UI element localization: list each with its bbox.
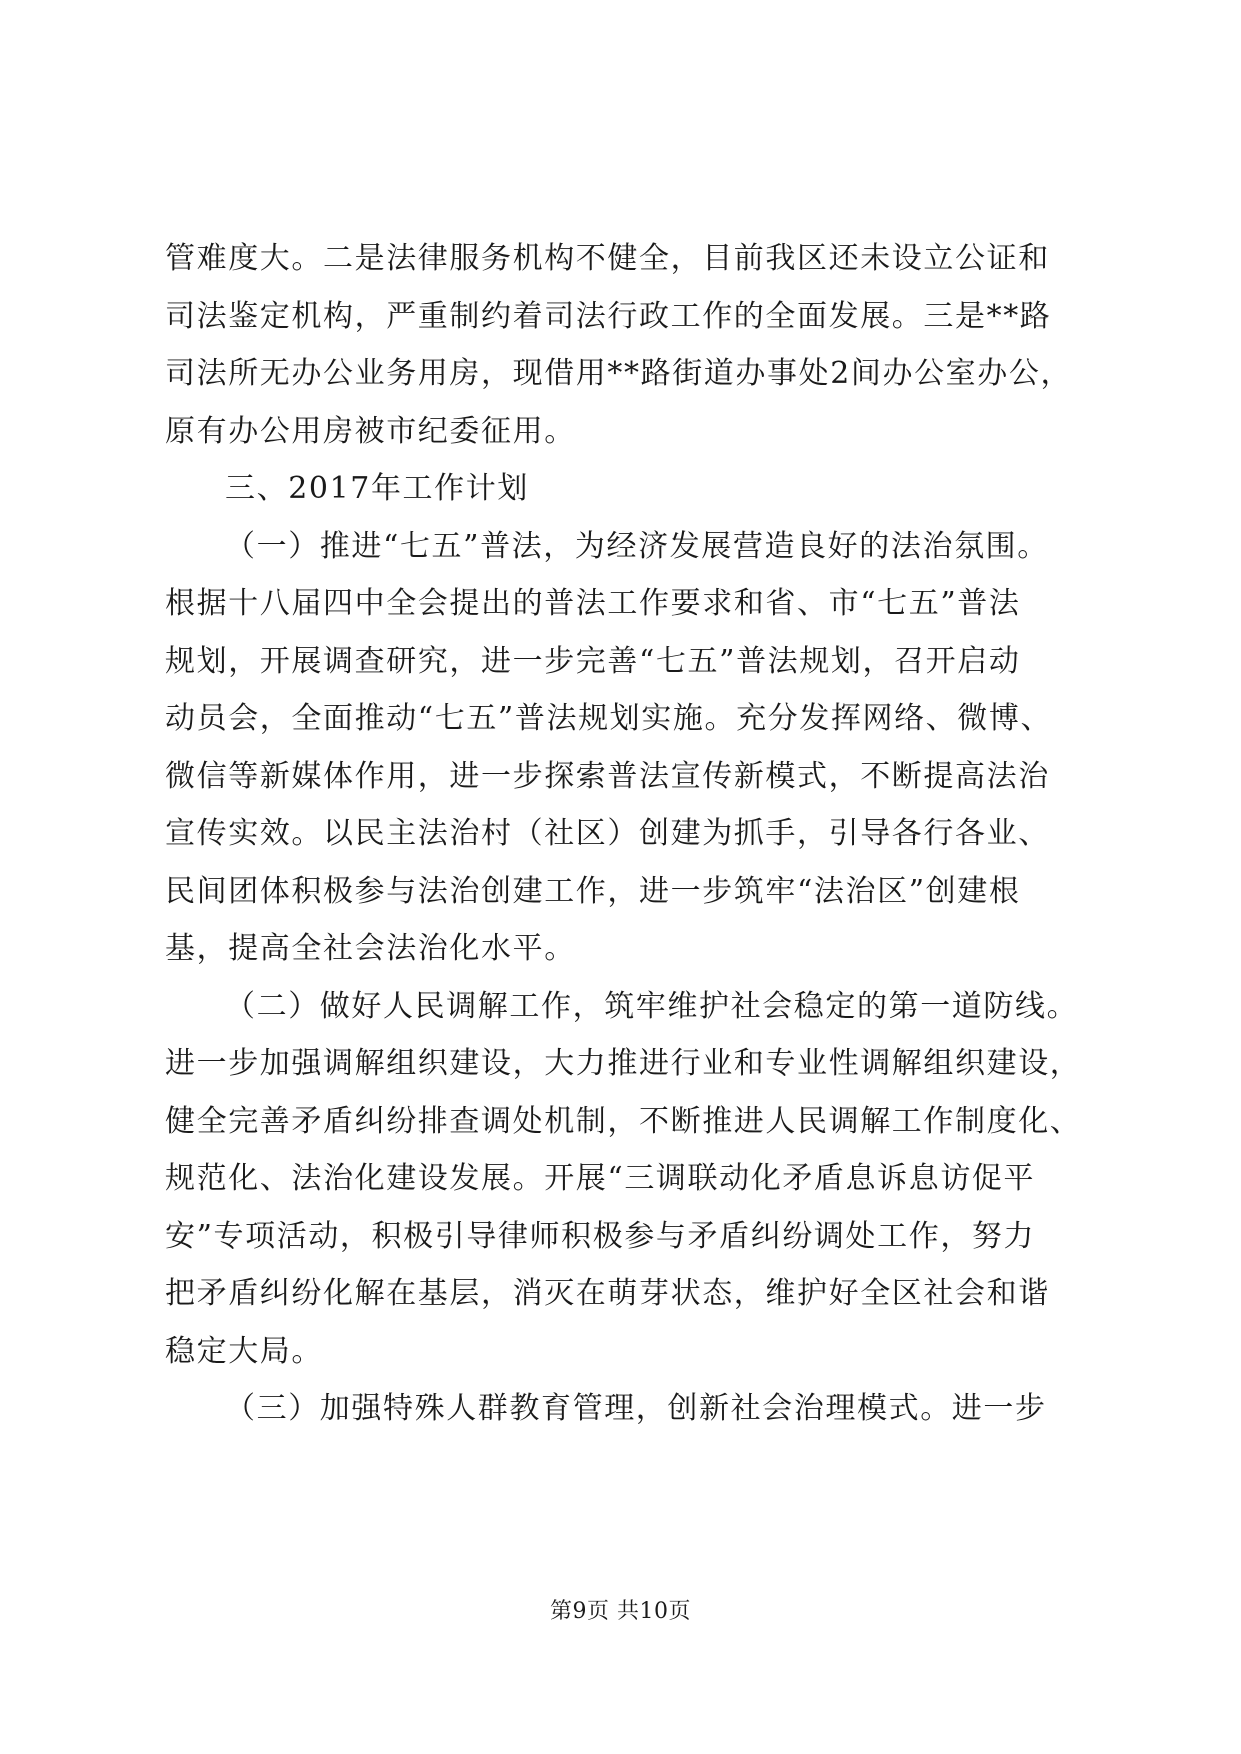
text-line: 规划，开展调查研究，进一步完善“七五”普法规划，召开启动 (165, 643, 1021, 679)
text-line: 把矛盾纠纷化解在基层，消灭在萌芽状态，维护好全区社会和谐 (165, 1276, 1050, 1311)
text-line: 进一步加强调解组织建设，大力推进行业和专业性调解组织建设， (165, 1046, 1082, 1081)
text-line: 动员会，全面推动“七五”普法规划实施。充分发挥网络、微博、 (165, 701, 1053, 736)
text-line: 规范化、法治化建设发展。开展“三调联动化矛盾息诉息访促平 (165, 1161, 1036, 1196)
text-line: 司法鉴定机构，严重制约着司法行政工作的全面发展。三是**路 (165, 298, 1052, 334)
text-line: 司法所无办公业务用房，现借用**路街道办事处2间办公室办公， (165, 356, 1073, 391)
subsection-heading: （二）做好人民调解工作，筑牢维护社会稳定的第一道防线。 (225, 988, 1079, 1024)
text-line: 原有办公用房被市纪委征用。 (165, 413, 576, 449)
section-heading: 三、2017年工作计划 (225, 471, 529, 506)
text-line: 健全完善矛盾纠纷排查调处机制，不断推进人民调解工作制度化、 (165, 1103, 1082, 1139)
text-line: 管难度大。二是法律服务机构不健全，目前我区还未设立公证和 (165, 241, 1050, 276)
text-line: 微信等新媒体作用，进一步探索普法宣传新模式，不断提高法治 (165, 758, 1050, 794)
subsection-heading: （三）加强特殊人群教育管理，创新社会治理模式。进一步 (225, 1391, 1047, 1426)
text-line: 稳定大局。 (165, 1333, 323, 1369)
text-line: 安”专项活动，积极引导律师积极参与矛盾纠纷调处工作，努力 (165, 1218, 1036, 1254)
text-line: 宣传实效。以民主法治村（社区）创建为抓手，引导各行各业、 (165, 816, 1050, 851)
text-line: 根据十八届四中全会提出的普法工作要求和省、市“七五”普法 (165, 586, 1021, 621)
subsection-heading: （一）推进“七五”普法，为经济发展营造良好的法治氛围。 (225, 528, 1049, 564)
page-number-footer: 第9页 共10页 (550, 1599, 691, 1624)
text-line: 基，提高全社会法治化水平。 (165, 931, 576, 966)
text-line: 民间团体积极参与法治创建工作，进一步筑牢“法治区”创建根 (165, 873, 1021, 909)
body-text (165, 230, 1085, 1438)
